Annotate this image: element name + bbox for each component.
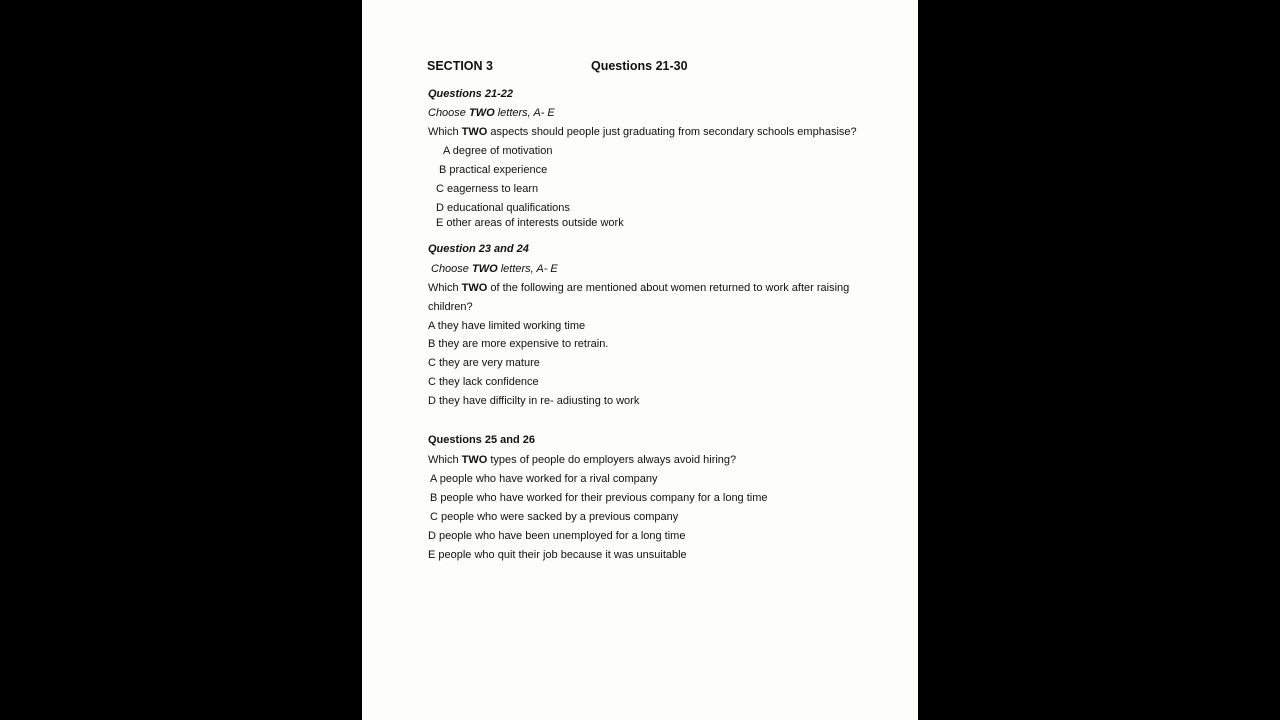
q23-heading: Question 23 and 24 bbox=[428, 243, 529, 255]
q21-instruction: Choose TWO letters, A- E bbox=[428, 107, 555, 119]
q23-option-d: D they have difficilty in re- adiusting to work bbox=[428, 395, 640, 407]
q21-option-d: D educational qualifications bbox=[436, 202, 570, 214]
q23-stem: Which TWO of the following are mentioned about women returned to work after raising bbox=[428, 282, 850, 294]
q23-stem-line2: children? bbox=[428, 301, 473, 313]
q25-option-b: B people who have worked for their previous company for a long time bbox=[430, 492, 768, 504]
q21-option-b: B practical experience bbox=[439, 164, 548, 176]
q25-option-a: A people who have worked for a rival company bbox=[430, 473, 658, 485]
q21-heading: Questions 21-22 bbox=[428, 88, 513, 100]
document-page bbox=[362, 0, 918, 720]
q23-option-b: B they are more expensive to retrain. bbox=[428, 338, 609, 350]
section-question-range: Questions 21-30 bbox=[591, 59, 688, 73]
section-title: SECTION 3 bbox=[427, 59, 493, 73]
q25-option-d: D people who have been unemployed for a long time bbox=[428, 530, 686, 542]
q25-stem: Which TWO types of people do employers always avoid hiring? bbox=[428, 454, 737, 466]
q21-option-a: A degree of motivation bbox=[443, 145, 553, 157]
q21-stem: Which TWO aspects should people just graduating from secondary schools emphasise? bbox=[428, 126, 857, 138]
q21-option-e: E other areas of interests outside work bbox=[436, 217, 624, 229]
q23-instruction: Choose TWO letters, A- E bbox=[431, 263, 558, 275]
q23-option-c2: C they lack confidence bbox=[428, 376, 539, 388]
q23-option-c1: C they are very mature bbox=[428, 357, 540, 369]
q25-option-c: C people who were sacked by a previous company bbox=[430, 511, 679, 523]
q23-option-a: A they have limited working time bbox=[428, 320, 586, 332]
q21-option-c: C eagerness to learn bbox=[436, 183, 539, 195]
q25-heading: Questions 25 and 26 bbox=[428, 434, 535, 446]
q25-option-e: E people who quit their job because it was unsuitable bbox=[428, 549, 687, 561]
